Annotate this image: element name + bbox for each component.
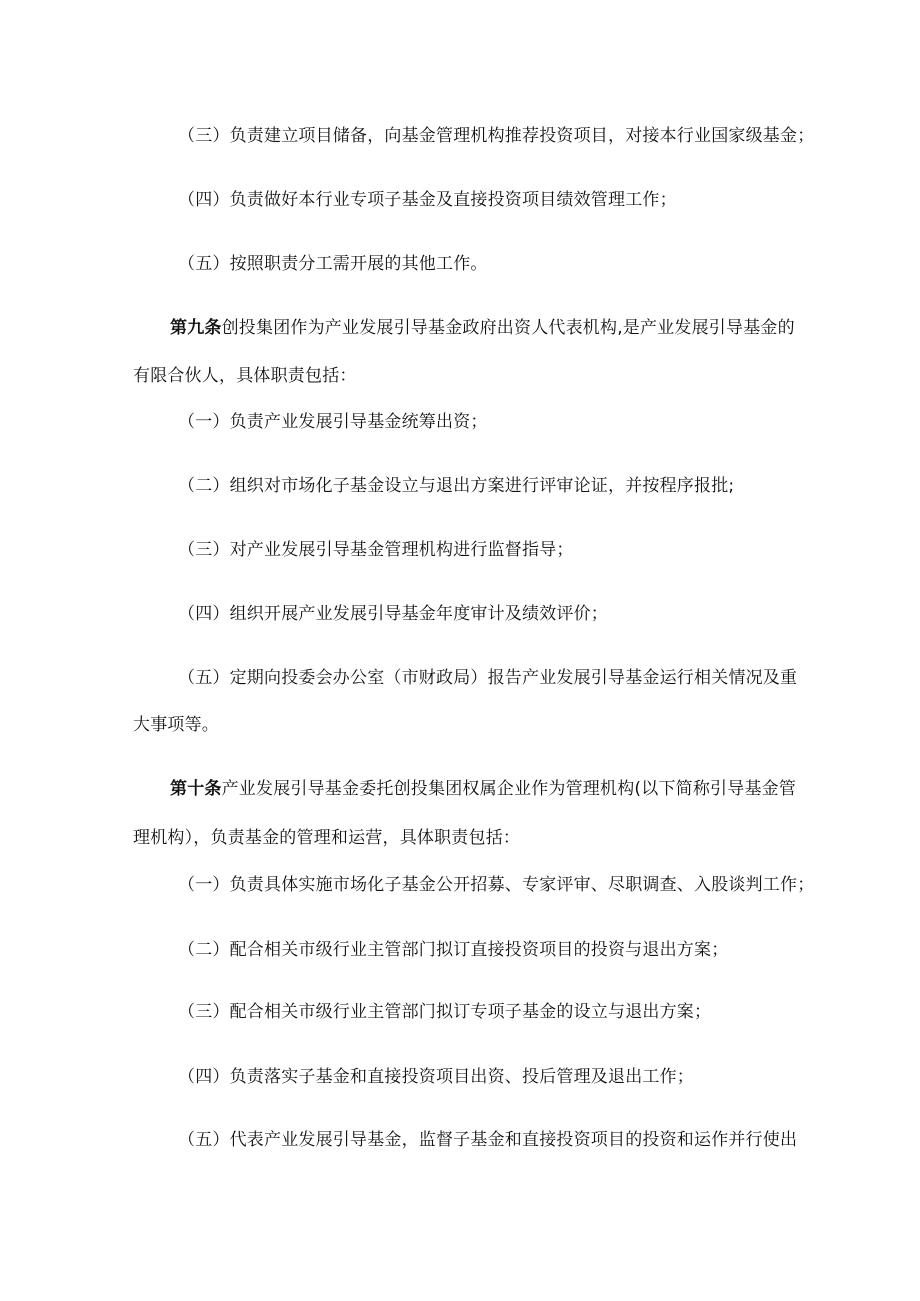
article-10-text: 产业发展引导基金委托创投集团权属企业作为管理机构(以下简称引导基金管	[221, 779, 797, 799]
list-item: （二）组织对市场化子基金设立与退出方案进行评审论证，并按程序报批;	[178, 476, 735, 496]
article-10-heading: 第十条	[170, 779, 222, 799]
list-item-continued: 大事项等。	[133, 715, 219, 735]
list-item: （一）负责产业发展引导基金统筹出资；	[178, 412, 488, 432]
list-item: （三）对产业发展引导基金管理机构进行监督指导；	[178, 540, 574, 560]
list-item: （五）定期向投委会办公室（市财政局）报告产业发展引导基金运行相关情况及重	[178, 668, 798, 688]
article-10-text-continued: 理机构），负责基金的管理和运营，具体职责包括：	[133, 828, 521, 848]
article-9-paragraph	[170, 316, 795, 340]
article-9-heading: 第九条	[170, 318, 222, 338]
article-9-text: 创投集团作为产业发展引导基金政府出资人代表机构,是产业发展引导基金的	[221, 318, 795, 338]
list-item: （五）按照职责分工需开展的其他工作。	[178, 254, 488, 274]
list-item: （三）配合相关市级行业主管部门拟订专项子基金的设立与退出方案；	[178, 1002, 712, 1022]
list-item: （四）负责落实子基金和直接投资项目出资、投后管理及退出工作；	[178, 1067, 694, 1087]
list-item: （四）组织开展产业发展引导基金年度审计及绩效评价；	[178, 604, 608, 624]
list-item: （四）负责做好本行业专项子基金及直接投资项目绩效管理工作；	[178, 190, 677, 210]
list-item: （三）负责建立项目储备，向基金管理机构推荐投资项目，对接本行业国家级基金；	[178, 126, 815, 146]
list-item: （一）负责具体实施市场化子基金公开招募、专家评审、尽职调查、入股谈判工作；	[178, 875, 815, 895]
list-item: （二）配合相关市级行业主管部门拟订直接投资项目的投资与退出方案；	[178, 940, 729, 960]
article-9-text-continued: 有限合伙人，具体职责包括：	[133, 366, 357, 386]
article-10-paragraph	[170, 777, 796, 801]
list-item: （五）代表产业发展引导基金，监督子基金和直接投资项目的投资和运作并行使出	[178, 1130, 798, 1150]
